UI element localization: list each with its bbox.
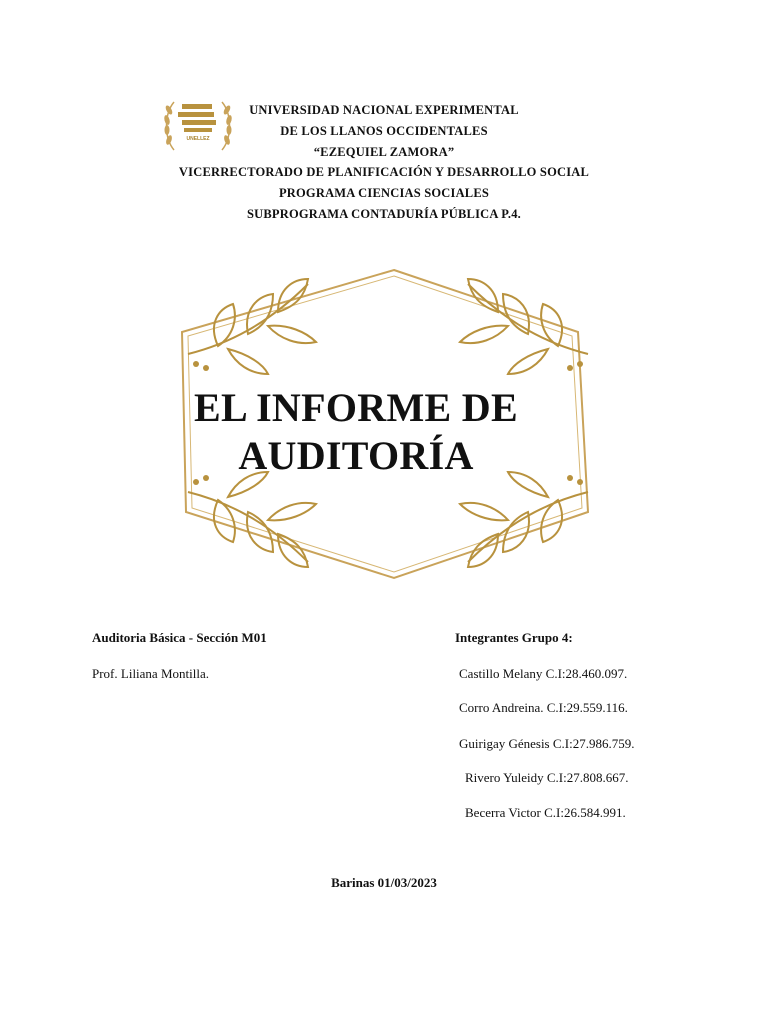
- institution-header: [0, 100, 768, 225]
- header-line: SUBPROGRAMA CONTADURÍA PÚBLICA P.4.: [246, 206, 522, 221]
- course-subject: Auditoria Básica - Sección M01: [92, 630, 267, 645]
- logo-text: UNELLEZ: [186, 136, 210, 142]
- header-line: UNIVERSIDAD NACIONAL EXPERIMENTAL: [249, 103, 519, 117]
- title-line-2: AUDITORÍA: [238, 433, 474, 478]
- group-heading: Integrantes Grupo 4:: [455, 630, 573, 645]
- header-line: PROGRAMA CIENCIAS SOCIALES: [278, 186, 490, 201]
- header-line: VICERRECTORADO DE PLANIFICACIÓN Y DESARROLLO SOCIAL: [178, 165, 590, 180]
- header-line: DE LOS LLANOS OCCIDENTALES: [280, 123, 488, 138]
- member-item: Rivero Yuleidy C.I:27.808.667.: [465, 770, 629, 785]
- title-line-1: EL INFORME DE: [194, 385, 518, 430]
- place-date: Barinas 01/03/2023: [331, 875, 437, 890]
- header-line: “EZEQUIEL ZAMORA”: [313, 144, 455, 159]
- member-item: Becerra Victor C.I:26.584.991.: [465, 805, 626, 820]
- document-title: [168, 384, 544, 480]
- professor-name: Prof. Liliana Montilla.: [92, 666, 209, 681]
- member-item: Guirigay Génesis C.I:27.986.759.: [459, 736, 635, 751]
- member-item: Castillo Melany C.I:28.460.097.: [459, 666, 628, 681]
- member-item: Corro Andreina. C.I:29.559.116.: [459, 700, 628, 715]
